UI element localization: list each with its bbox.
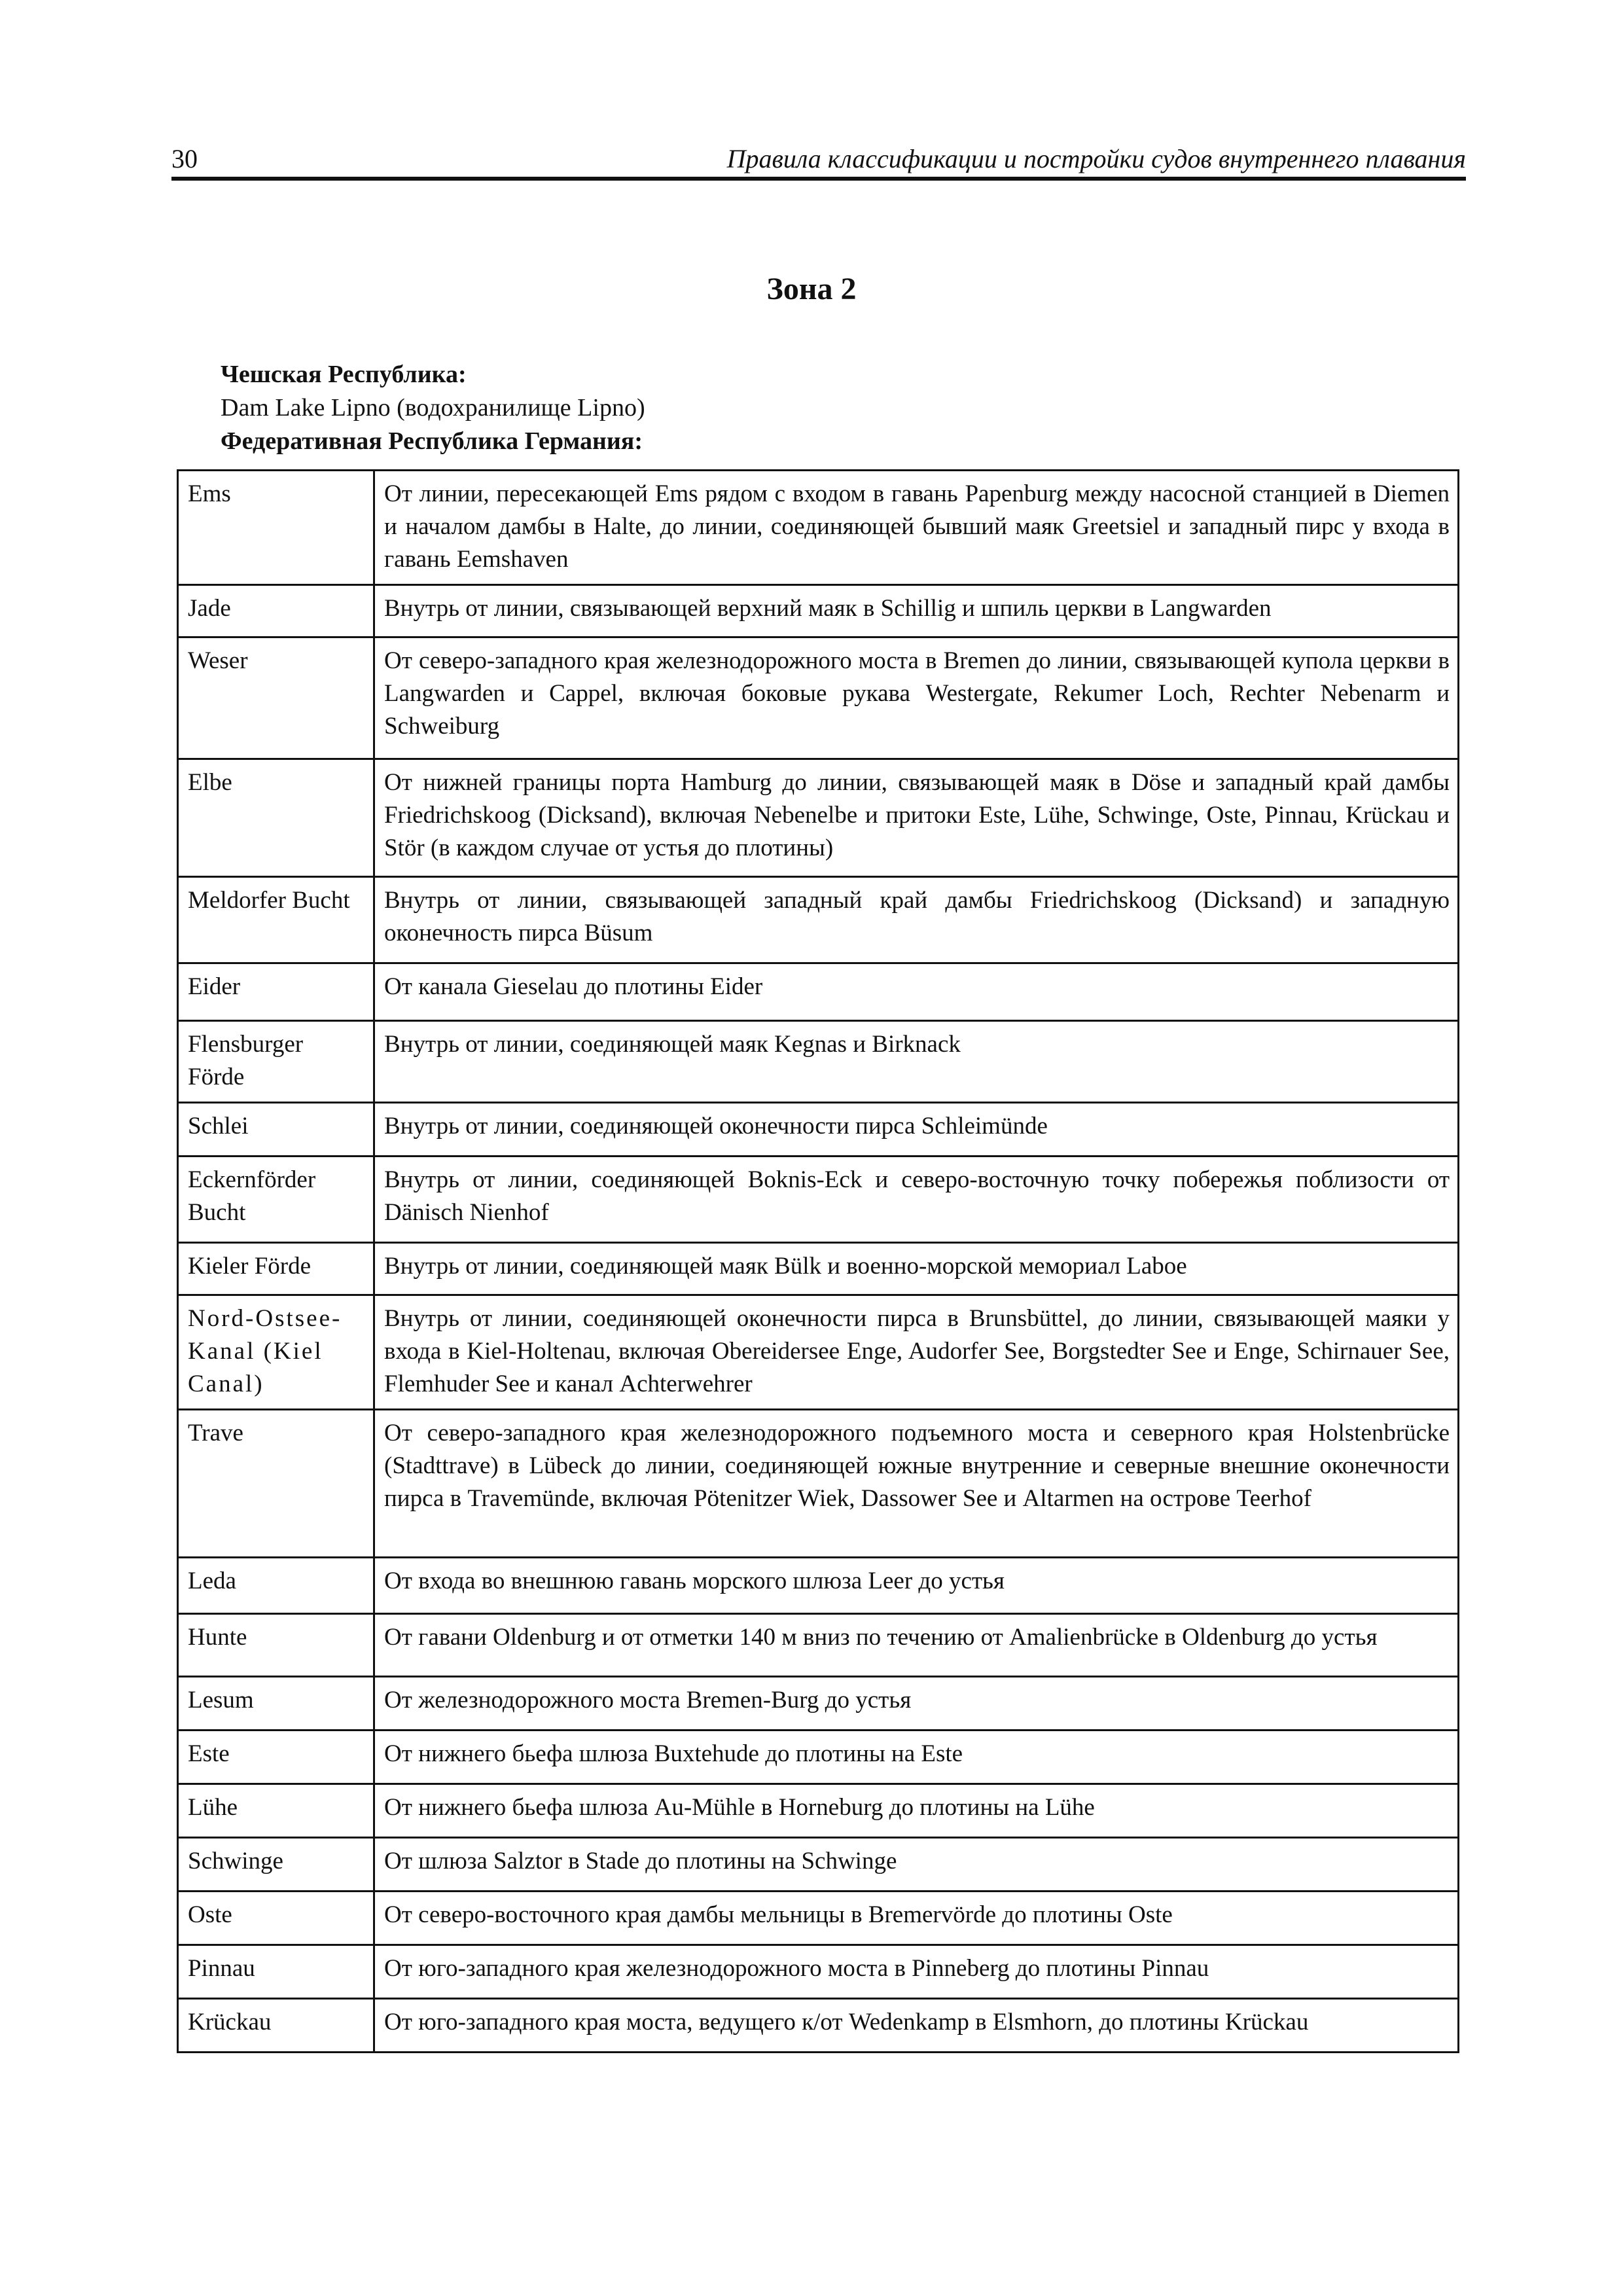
table-row <box>178 963 1459 1021</box>
waterway-name: Eckernförder Bucht <box>178 1157 374 1243</box>
waterway-name: Pinnau <box>178 1945 374 1999</box>
table-row <box>178 1731 1459 1784</box>
table-row <box>178 759 1459 877</box>
table-row <box>178 1157 1459 1243</box>
waterway-name: Kieler Förde <box>178 1243 374 1295</box>
waterway-description: От нижнего бьефа шлюза Au-Mühle в Horneburg до плотины на Lühe <box>374 1784 1459 1838</box>
waterway-description: От гавани Oldenburg и от отметки 140 м вниз по течению от Amalienbrücke в Oldenburg до устья <box>374 1614 1459 1677</box>
waterway-description: От линии, пересекающей Ems рядом с входом в гавань Papenburg между насосной станцией в Diemen и началом дамбы в Halte, до линии, соединяющей бывший маяк Greetsiel и западный пирс у входа в гавань Eemshaven <box>374 471 1459 585</box>
waterway-name: Meldorfer Bucht <box>178 877 374 963</box>
waterway-name: Leda <box>178 1558 374 1614</box>
table-row <box>178 1945 1459 1999</box>
waterway-description: От нижнего бьефа шлюза Buxtehude до плотины на Este <box>374 1731 1459 1784</box>
waterway-description: От входа во внешнюю гавань морского шлюза Leer до устья <box>374 1558 1459 1614</box>
table-row <box>178 1021 1459 1103</box>
waterway-description: От северо-восточного края дамбы мельницы в Bremervörde до плотины Oste <box>374 1892 1459 1945</box>
waterway-description: Внутрь от линии, соединяющей маяк Bülk и военно-морской мемориал Laboe <box>374 1243 1459 1295</box>
waterway-description: От шлюза Salztor в Stade до плотины на Schwinge <box>374 1838 1459 1892</box>
waterway-name: Trave <box>178 1410 374 1558</box>
table-row <box>178 1892 1459 1945</box>
waterway-description: Внутрь от линии, соединяющей Boknis-Eck и северо-восточную точку побережья поблизости от Dänisch Nienhof <box>374 1157 1459 1243</box>
table-row <box>178 1558 1459 1614</box>
waterway-description: От северо-западного края железнодорожного подъемного моста и северного края Holstenbrücke (Stadttrave) в Lübeck до линии, соединяющей южные внутренние и северные внешние оконечности пирса в Travemünde, включая Pötenitzer Wiek, Dassower See и Altarmen на острове Teerhof <box>374 1410 1459 1558</box>
table-row <box>178 1410 1459 1558</box>
waterway-name: Hunte <box>178 1614 374 1677</box>
waterways-table <box>177 469 1459 2053</box>
waterway-description: От железнодорожного моста Bremen-Burg до устья <box>374 1677 1459 1731</box>
waterway-description: Внутрь от линии, соединяющей маяк Kegnas и Birknack <box>374 1021 1459 1103</box>
waterway-name: Nord-Ostsee-Kanal (Kiel Canal) <box>178 1295 374 1410</box>
waterway-description: От юго-западного края моста, ведущего к/от Wedenkamp в Elsmhorn, до плотины Krückau <box>374 1999 1459 2053</box>
table-row <box>178 585 1459 637</box>
page-header <box>171 143 1466 182</box>
dam-lipno: Dam Lake Lipno (водохранилище Lipno) <box>221 394 645 422</box>
waterway-description: Внутрь от линии, соединяющей оконечности пирса Schleimünde <box>374 1103 1459 1157</box>
waterway-description: От юго-западного края железнодорожного моста в Pinneberg до плотины Pinnau <box>374 1945 1459 1999</box>
table-row <box>178 1295 1459 1410</box>
table-row <box>178 1614 1459 1677</box>
table-row <box>178 1677 1459 1731</box>
waterway-name: Este <box>178 1731 374 1784</box>
table-row <box>178 1103 1459 1157</box>
table-row <box>178 471 1459 585</box>
waterway-name: Krückau <box>178 1999 374 2053</box>
waterway-name: Eider <box>178 963 374 1021</box>
intro-block <box>221 358 645 458</box>
header-rule <box>171 177 1466 181</box>
waterway-name: Weser <box>178 637 374 759</box>
table-row <box>178 1999 1459 2053</box>
waterway-name: Elbe <box>178 759 374 877</box>
page-number: 30 <box>171 144 198 173</box>
waterway-description: Внутрь от линии, связывающей верхний маяк в Schillig и шпиль церкви в Langwarden <box>374 585 1459 637</box>
waterway-name: Flensburger Förde <box>178 1021 374 1103</box>
waterway-name: Oste <box>178 1892 374 1945</box>
table-row <box>178 637 1459 759</box>
waterway-name: Jade <box>178 585 374 637</box>
waterway-name: Ems <box>178 471 374 585</box>
waterway-description: От северо-западного края железнодорожного моста в Bremen до линии, связывающей купола церкви в Langwarden и Cappel, включая боковые рукава Westergate, Rekumer Loch, Rechter Nebenarm и Schweiburg <box>374 637 1459 759</box>
running-title: Правила классификации и постройки судов внутреннего плавания <box>726 144 1466 173</box>
waterway-name: Lühe <box>178 1784 374 1838</box>
waterway-name: Lesum <box>178 1677 374 1731</box>
table-row <box>178 1243 1459 1295</box>
zone-title: Зона 2 <box>766 272 857 306</box>
country-czech: Чешская Республика: <box>221 361 467 388</box>
waterway-description: Внутрь от линии, соединяющей оконечности пирса в Brunsbüttel, до линии, связывающей маяки у входа в Kiel-Holtenau, включая Obereidersee Enge, Audorfer See, Borgstedter See и Enge, Schirnauer See, Flemhuder See и канал Achterwehrer <box>374 1295 1459 1410</box>
waterway-description: Внутрь от линии, связывающей западный край дамбы Friedrichskoog (Dicksand) и западную оконечность пирса Büsum <box>374 877 1459 963</box>
table-row <box>178 1784 1459 1838</box>
waterway-description: От нижней границы порта Hamburg до линии, связывающей маяк в Döse и западный край дамбы Friedrichskoog (Dicksand), включая Nebenelbe и притоки Este, Lühe, Schwinge, Oste, Pinnau, Krückau и Stör (в каждом случае от устья до плотины) <box>374 759 1459 877</box>
waterway-name: Schwinge <box>178 1838 374 1892</box>
table-row <box>178 1838 1459 1892</box>
waterway-description: От канала Gieselau до плотины Eider <box>374 963 1459 1021</box>
table-row <box>178 877 1459 963</box>
waterway-name: Schlei <box>178 1103 374 1157</box>
country-germany: Федеративная Республика Германия: <box>221 427 643 455</box>
